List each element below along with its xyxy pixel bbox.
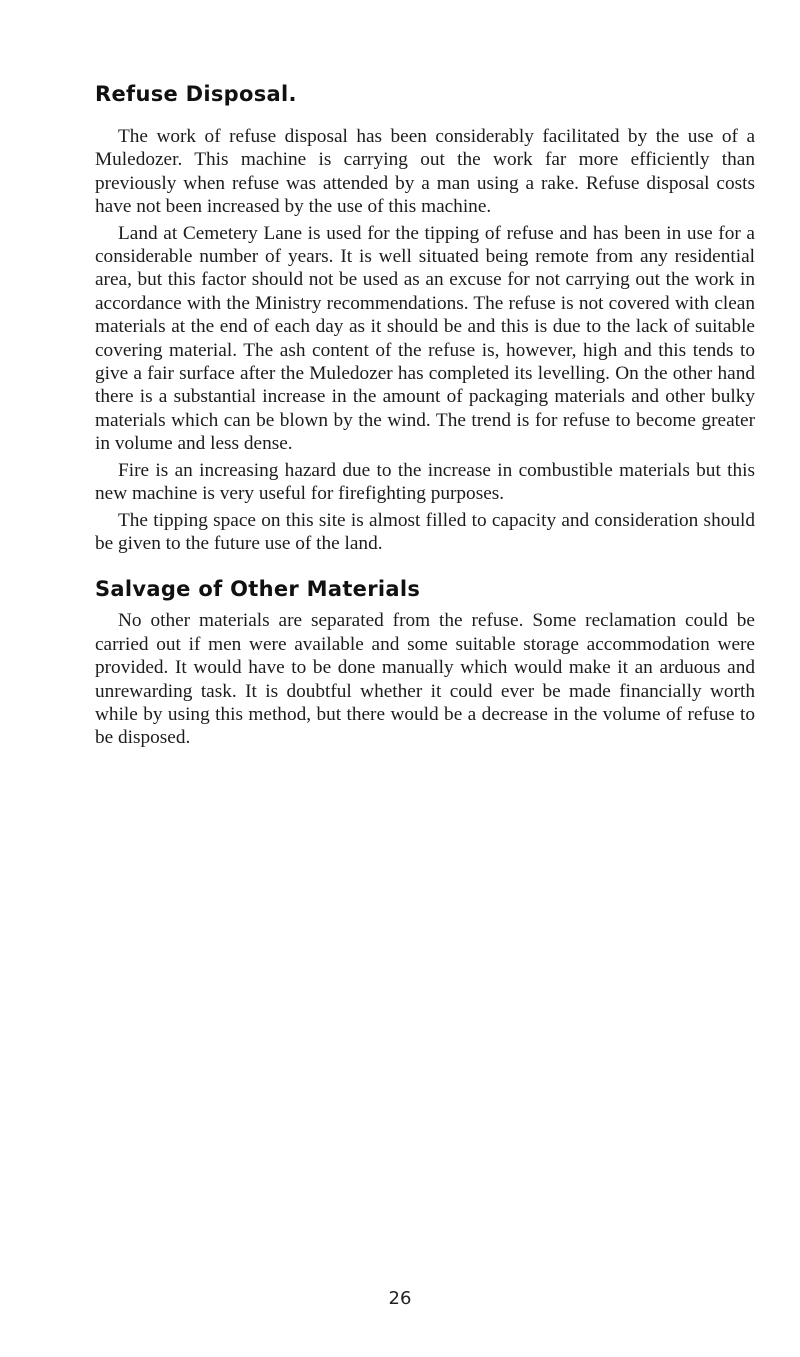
section-heading: Salvage of Other Materials <box>95 577 421 602</box>
paragraph: The tipping space on this site is almost filled to capacity and consideration should be given to the future use of the land. <box>95 509 755 554</box>
section-heading: Refuse Disposal. <box>95 82 297 106</box>
paragraph: No other materials are separated from the refuse. Some reclamation could be carried out if men were available and some suitable storage accommodation were provided. It would have to be done manually which would make it an arduous and unrewarding task. It is doubtful whether it could ever be made financially worth while by using this method, but there would be a decrease in the volume of refuse to be disposed. <box>95 610 755 749</box>
page-number: 26 <box>388 1288 412 1309</box>
section-refuse-disposal <box>95 82 755 555</box>
document-page <box>95 82 755 753</box>
paragraph: The work of refuse disposal has been considerably facilitated by the use of a Muledozer. This machine is carrying out the work far more efficiently than previously when refuse was attended by a man using a rake. Refuse disposal costs have not been increased by the use of this machine. <box>95 126 755 218</box>
paragraph: Land at Cemetery Lane is used for the tipping of refuse and has been in use for a considerable number of years. It is well situated being remote from any residential area, but this factor should not be used as an excuse for not carrying out the work in accordance with the Ministry recommendations. The refuse is not covered with clean materials at the end of each day as it should be and this is due to the lack of suitable covering material. The ash content of the refuse is, however, high and this tends to give a fair surface after the Muledozer has completed its levelling. On the other hand there is a substantial increase in the amount of packaging materials and other bulky materials which can be blown by the wind. The trend is for refuse to become greater in volume and less dense. <box>95 222 755 455</box>
paragraph: Fire is an increasing hazard due to the increase in combustible materials but this new machine is very useful for firefighting purposes. <box>95 459 755 505</box>
section-salvage-of-other-materials <box>95 577 755 749</box>
